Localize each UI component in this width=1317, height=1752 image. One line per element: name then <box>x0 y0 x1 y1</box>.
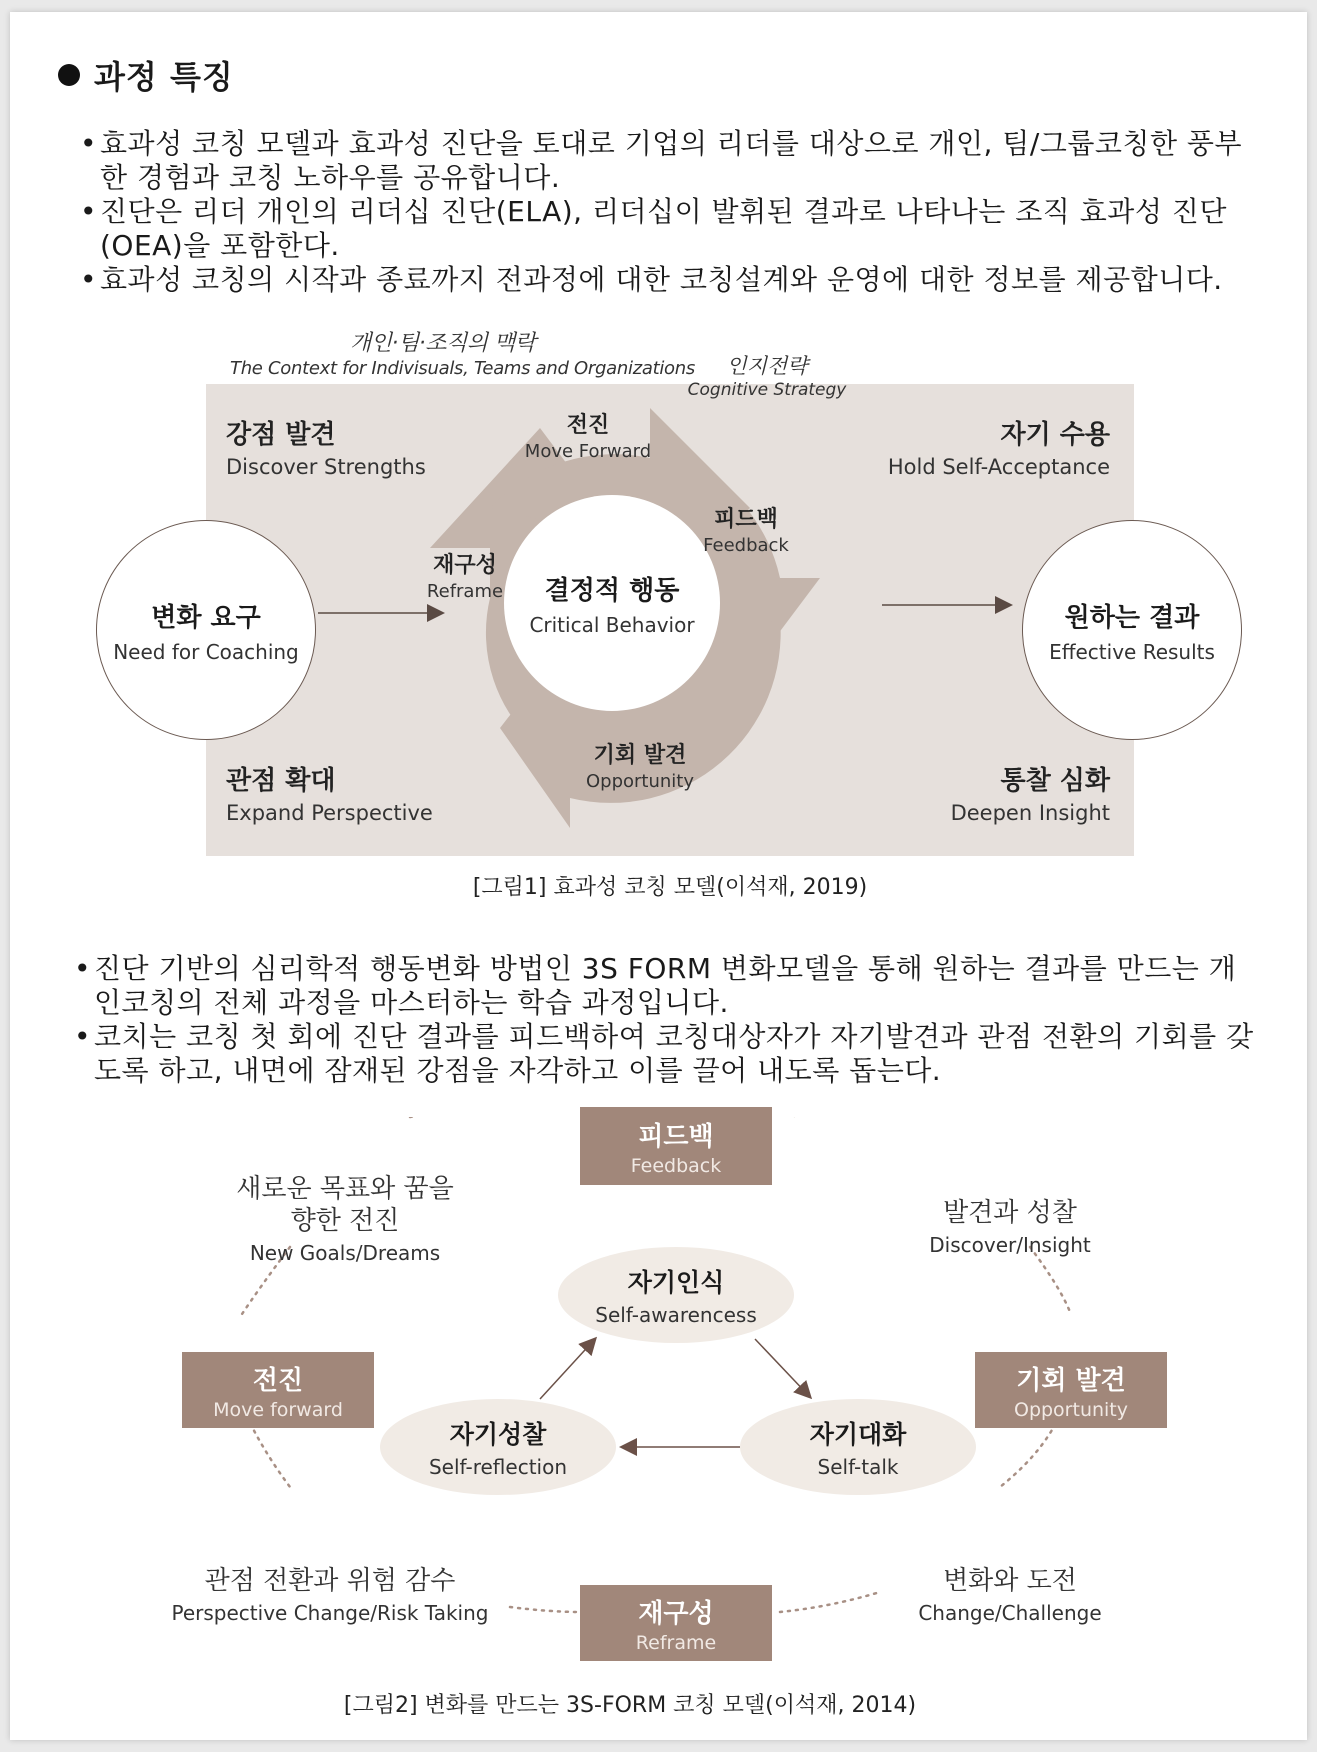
box-label-ko: 재구성 <box>638 1598 714 1629</box>
figure1-caption: [그림1] 효과성 코칭 모델(이석재, 2019) <box>472 875 868 900</box>
box-move-forward <box>182 1352 374 1428</box>
ellipse-label-en: Self-awarencess <box>595 1303 757 1327</box>
box-label-en: Feedback <box>630 1154 722 1177</box>
arrow-awareness-to-talk <box>755 1339 810 1397</box>
note-label-ko: 변화와 도전 <box>943 1566 1077 1596</box>
box-reframe <box>580 1585 772 1661</box>
flow-connector-arrows <box>90 322 1260 862</box>
corner-label-en: Hold Self-Acceptance <box>887 455 1110 479</box>
section-heading <box>58 52 234 98</box>
box-feedback <box>580 1107 772 1185</box>
top-bullet-list <box>80 127 1250 297</box>
center-label-en: Critical Behavior <box>529 612 695 637</box>
note-label-en: Discover/Insight <box>929 1233 1091 1257</box>
box-opportunity <box>975 1352 1167 1428</box>
arrow-label-ko: 전진 <box>566 413 610 438</box>
corner-label-ko: 자기 수용 <box>1000 420 1110 450</box>
ellipse-self-awareness <box>558 1247 794 1343</box>
note-label-en: Perspective Change/Risk Taking <box>171 1601 489 1625</box>
box-label-en: Reframe <box>635 1631 717 1654</box>
bullet-item: • 효과성 코칭의 시작과 종료까지 전과정에 대한 코칭설계와 운영에 대한 정보를 제공합니다. <box>80 263 1250 297</box>
ellipse-label-en: Self-talk <box>817 1455 899 1479</box>
bullet-dot-icon <box>58 64 80 86</box>
corner-label-en: Expand Perspective <box>226 801 433 825</box>
ellipse-label-ko: 자기성찰 <box>449 1420 547 1449</box>
arrow-label-en: Move Forward <box>524 441 652 462</box>
ellipse-self-talk <box>740 1399 976 1495</box>
corner-label-en: Deepen Insight <box>950 801 1110 825</box>
figure2-caption: [그림2] 변화를 만드는 3S-FORM 코칭 모델(이석재, 2014) <box>343 1693 917 1718</box>
box-label-ko: 피드백 <box>638 1121 714 1152</box>
bullet-item: • 진단은 리더 개인의 리더십 진단(ELA), 리더십이 발휘된 결과로 나타나는 조직 효과성 진단(OEA)을 포함한다. <box>80 195 1250 263</box>
bullet-item: • 코치는 코칭 첫 회에 진단 결과를 피드백하여 코칭대상자가 자기발견과 관점 전환의 기회를 갖도록 하고, 내면에 잠재된 강점을 자각하고 이를 끌어 내도록 돕는다. <box>74 1020 1254 1088</box>
note-label-en: Change/Challenge <box>918 1601 1102 1625</box>
box-label-ko: 전진 <box>252 1365 304 1396</box>
note-label-en: New Goals/Dreams <box>249 1241 441 1265</box>
note-new-goals <box>220 1173 470 1265</box>
dotted-connector <box>510 1607 580 1612</box>
figure-3s-form-model <box>160 1117 1180 1677</box>
corner-label-ko: 통찰 심화 <box>1000 766 1110 796</box>
figure-effective-coaching-model <box>90 322 1260 900</box>
dotted-connector <box>780 1592 880 1612</box>
arrow-label-ko: 피드백 <box>714 507 778 532</box>
arrow-reflection-to-awareness <box>540 1339 595 1399</box>
note-discover-insight <box>900 1197 1120 1257</box>
ellipse-label-ko: 자기인식 <box>627 1268 725 1297</box>
arrow-label-en: Opportunity <box>585 771 695 792</box>
arrow-label-ko: 기회 발견 <box>593 743 687 768</box>
corner-label-ko: 관점 확대 <box>226 766 336 796</box>
center-label-ko: 결정적 행동 <box>544 575 680 606</box>
bullet-item: • 진단 기반의 심리학적 행동변화 방법인 3S FORM 변화모델을 통해 원하는 결과를 만드는 개인코칭의 전체 과정을 마스터하는 학습 과정입니다. <box>74 952 1254 1020</box>
corner-label-ko: 강점 발견 <box>226 420 336 450</box>
ellipse-self-reflection <box>380 1399 616 1495</box>
box-label-en: Opportunity <box>1013 1398 1129 1421</box>
note-label-ko: 발견과 성찰 <box>943 1198 1077 1228</box>
context-title-ko: 개인·팀·조직의 맥락 <box>350 331 536 356</box>
context-title-en: The Context for Indivisuals, Teams and Organizations <box>230 358 695 379</box>
bottom-bullet-list <box>74 952 1254 1088</box>
arrow-label-en: Feedback <box>703 535 789 556</box>
note-perspective-change <box>160 1565 500 1625</box>
circle-label-ko: 변화 요구 <box>151 602 261 633</box>
ellipse-label-ko: 자기대화 <box>809 1420 907 1449</box>
box-label-en: Move forward <box>213 1398 343 1421</box>
ellipse-label-en: Self-reflection <box>428 1455 568 1479</box>
circle-label-ko: 원하는 결과 <box>1064 602 1200 633</box>
cognitive-label-en: Cognitive Strategy <box>687 380 847 400</box>
box-label-ko: 기회 발견 <box>1016 1365 1126 1396</box>
section-heading-text: 과정 특징 <box>94 58 234 96</box>
note-label-ko: 관점 전환과 위험 감수 <box>204 1566 456 1596</box>
cognitive-label-ko: 인지전략 <box>726 354 808 378</box>
bullet-item: • 효과성 코칭 모델과 효과성 진단을 토대로 기업의 리더를 대상으로 개인, 팀/그룹코칭한 풍부한 경험과 코칭 노하우를 공유합니다. <box>80 127 1250 195</box>
circle-label-en: Effective Results <box>1049 639 1215 664</box>
document-page <box>10 12 1307 1740</box>
corner-label-en: Discover Strengths <box>226 455 426 479</box>
arrow-label-ko: 재구성 <box>433 553 497 578</box>
note-change-challenge <box>900 1565 1120 1625</box>
circle-label-en: Need for Coaching <box>113 639 299 664</box>
arrow-label-en: Reframe <box>426 581 504 602</box>
note-label-ko: 새로운 목표와 꿈을 향한 전진 <box>236 1174 454 1236</box>
